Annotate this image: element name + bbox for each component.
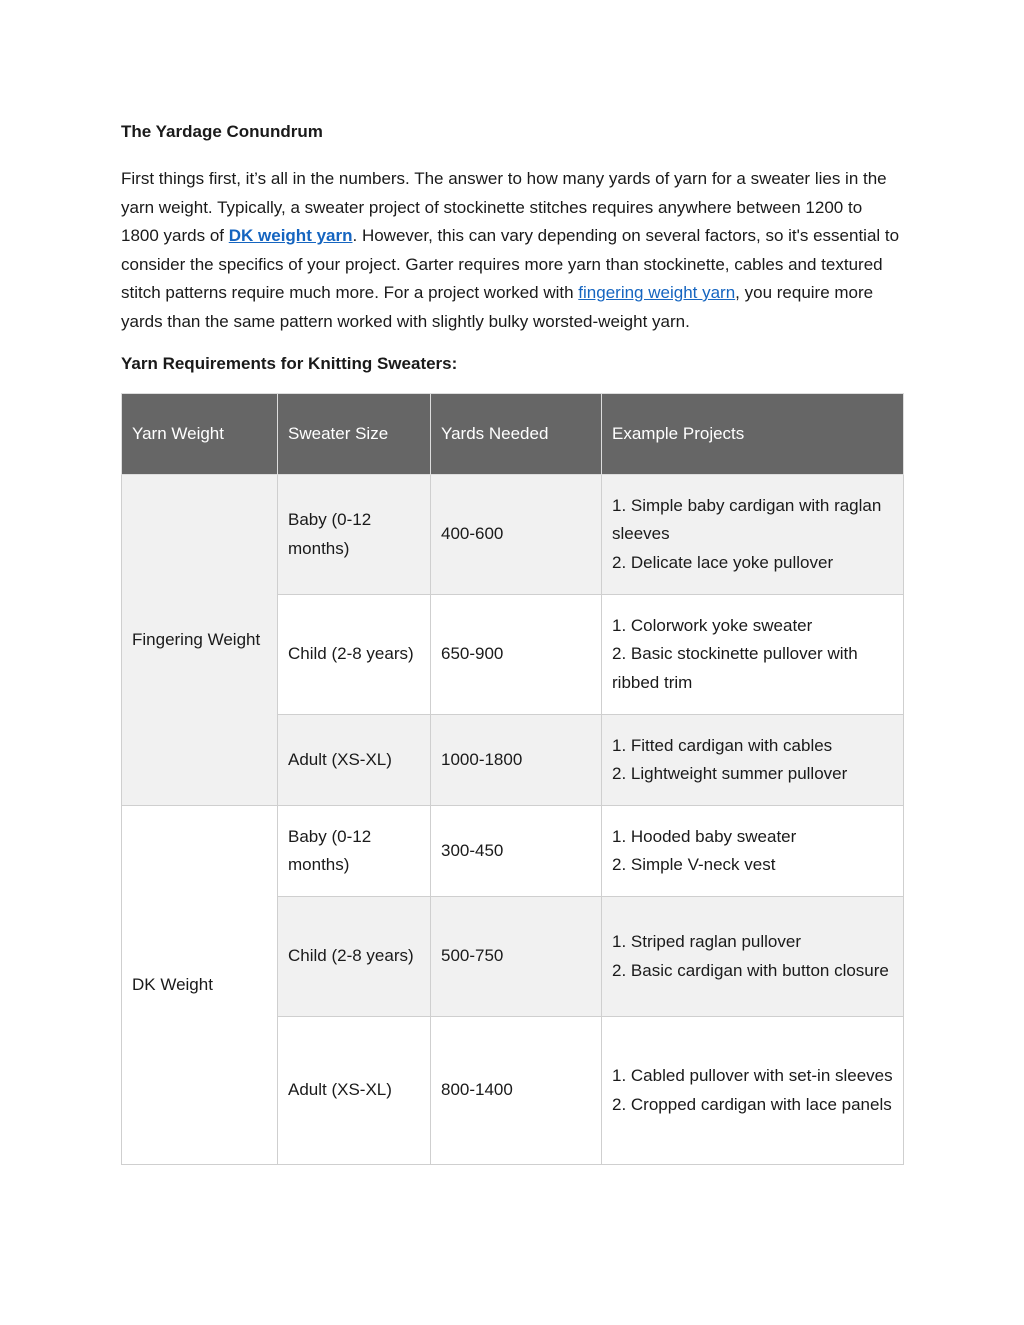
article: [121, 118, 903, 1165]
example-item: 1. Striped raglan pullover: [612, 932, 802, 951]
example-item: 1. Colorwork yoke sweater: [612, 615, 813, 635]
table-header-row: [122, 394, 904, 475]
examples-cell: [602, 715, 904, 806]
examples-cell: [602, 806, 904, 897]
table-heading: Yarn Requirements for Knitting Sweaters:: [121, 354, 458, 373]
example-item: 2. Basic cardigan with button closure: [612, 960, 889, 980]
yards-cell: 650-900: [431, 595, 602, 715]
yarn-requirements-table: [121, 393, 904, 1165]
section-title: The Yardage Conundrum: [121, 122, 323, 141]
table-row: [122, 806, 904, 897]
yarn-weight-cell: Fingering Weight: [122, 475, 278, 806]
header-sweater-size: Sweater Size: [278, 394, 431, 475]
size-cell: Baby (0-12 months): [278, 475, 431, 595]
example-item: 1. Cabled pullover with set-in sleeves: [612, 1066, 893, 1085]
examples-cell: [602, 475, 904, 595]
size-cell: Child (2-8 years): [278, 897, 431, 1017]
example-item: 2. Simple V-neck vest: [612, 855, 776, 874]
example-item: 2. Cropped cardigan with lace panels: [612, 1094, 892, 1114]
header-example-projects: Example Projects: [602, 394, 904, 475]
example-item: 1. Simple baby cardigan with raglan sleeves: [612, 495, 882, 544]
intro-paragraph: [121, 165, 903, 336]
yards-cell: 500-750: [431, 897, 602, 1017]
example-item: 1. Hooded baby sweater: [612, 826, 797, 846]
yards-cell: 300-450: [431, 806, 602, 897]
size-cell: Baby (0-12 months): [278, 806, 431, 897]
example-item: 1. Fitted cardigan with cables: [612, 735, 833, 755]
dk-weight-yarn-link[interactable]: DK weight yarn: [228, 226, 353, 245]
examples-cell: [602, 897, 904, 1017]
intro-text-1: First things first, it’s all in the numbers. The answer to how many yards of yarn for a sweater lies in the yarn weight. Typically, a sweater project of stockinette stitches requires anywhere between 1200 to 1800 yards of: [121, 169, 887, 245]
yards-cell: 800-1400: [431, 1017, 602, 1165]
size-cell: Child (2-8 years): [278, 595, 431, 715]
intro-text-2: . However, this can vary depending on several factors, so it's essential to consider the specifics of your project. Garter requires more yarn than stockinette, cables and textured stitch patterns require much more. For a project worked with: [121, 226, 900, 302]
example-item: 2. Lightweight summer pullover: [612, 764, 848, 783]
yards-cell: 400-600: [431, 475, 602, 595]
fingering-weight-yarn-link[interactable]: fingering weight yarn: [578, 283, 736, 302]
header-yarn-weight: Yarn Weight: [122, 394, 278, 475]
examples-cell: [602, 1017, 904, 1165]
example-item: 2. Basic stockinette pullover with ribbed trim: [612, 644, 858, 692]
size-cell: Adult (XS-XL): [278, 1017, 431, 1165]
yarn-weight-cell: DK Weight: [122, 806, 278, 1165]
example-item: 2. Delicate lace yoke pullover: [612, 552, 834, 572]
yards-cell: 1000-1800: [431, 715, 602, 806]
size-cell: Adult (XS-XL): [278, 715, 431, 806]
intro-text-3: , you require more yards than the same pattern worked with slightly bulky worsted-weight yarn.: [121, 283, 874, 331]
examples-cell: [602, 595, 904, 715]
header-yards-needed: Yards Needed: [431, 394, 602, 475]
table-row: [122, 475, 904, 595]
